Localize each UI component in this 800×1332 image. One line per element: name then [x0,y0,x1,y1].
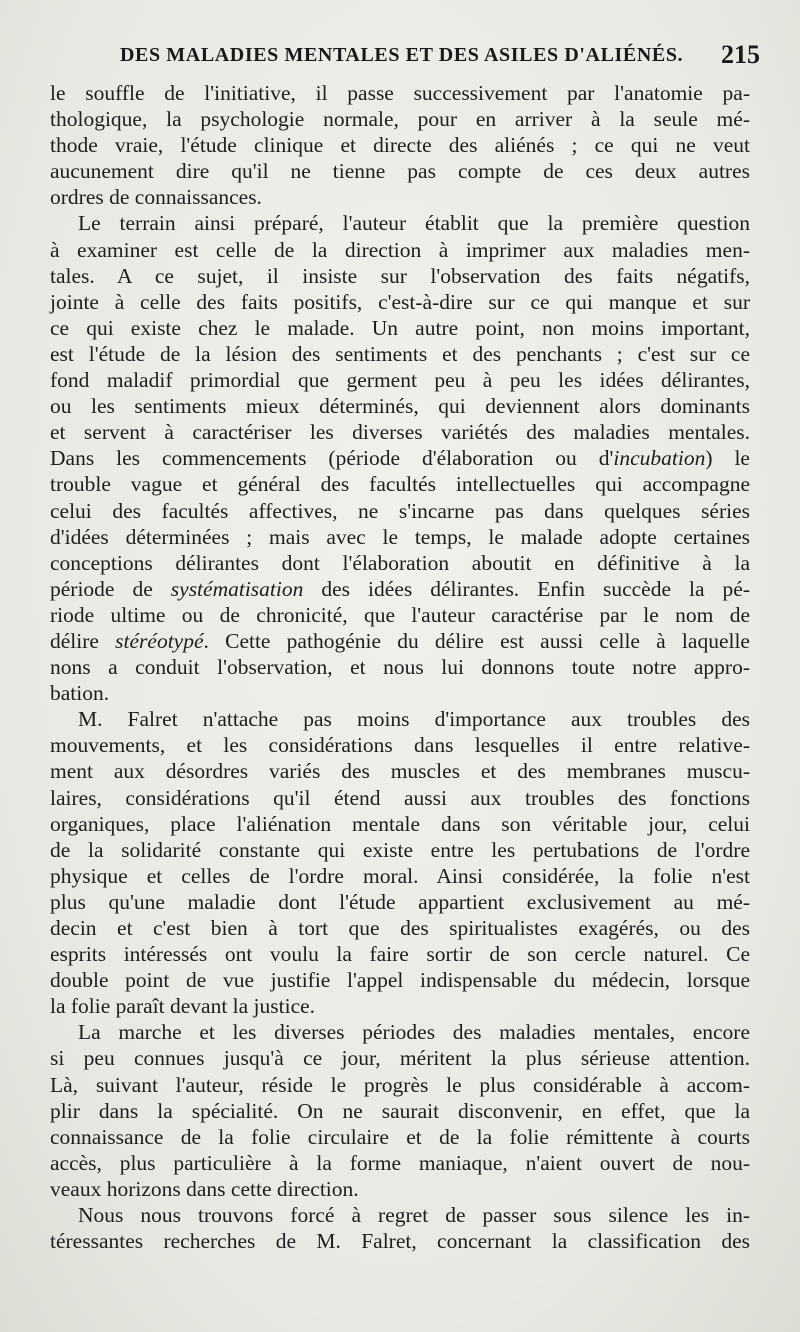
text-line [50,1045,750,1071]
text-line [50,80,750,106]
text-line [50,419,750,445]
text-segment: bation. [50,681,110,706]
text-segment: Le terrain ainsi préparé, l'auteur établit que la première question [78,211,750,236]
text-line [50,289,750,315]
text-segment: téressantes recherches de M. Falret, concernant la classification des [50,1229,750,1254]
text-segment: laires, considérations qu'il étend aussi aux troubles des fonctions [50,785,750,810]
text-segment: thologique, la psychologie normale, pour en arriver à la seule mé- [50,107,750,132]
text-segment: nons a conduit l'observation, et nous lui donnons toute notre appro- [50,655,750,680]
page-number: 215 [721,40,760,69]
text-line [50,263,750,289]
text-line [50,1228,750,1254]
text-segment: esprits intéressés ont voulu la faire sortir de son cercle naturel. Ce [50,942,750,967]
text-line [50,237,750,263]
text-segment: celui des facultés affectives, ne s'incarne pas dans quelques séries [50,498,750,523]
text-line [50,1176,750,1202]
text-line [50,341,750,367]
italic-term: incubation [613,446,706,471]
text-segment: de la solidarité constante qui existe entre les pertubations de l'ordre [50,837,750,862]
text-line [50,811,750,837]
text-line [50,498,750,524]
text-segment: plir dans la spécialité. On ne saurait disconvenir, en effet, que la [50,1098,750,1123]
text-segment: La marche et les diverses périodes des maladies mentales, encore [78,1020,750,1045]
text-segment: tales. A ce sujet, il insiste sur l'observation des faits négatifs, [50,263,750,288]
text-line [50,367,750,393]
text-segment: d'idées déterminées ; mais avec le temps, le malade adopte certaines [50,524,750,549]
text-segment: plus qu'une maladie dont l'étude appartient exclusivement au mé- [50,889,750,914]
text-line [50,758,750,784]
text-segment: physique et celles de l'ordre moral. Ainsi considérée, la folie n'est [50,863,750,888]
text-line [50,628,750,654]
italic-term: systématisation [170,576,304,601]
text-segment: riode ultime ou de chronicité, que l'auteur caractérise par le nom de [50,602,750,627]
text-line [50,445,750,471]
text-segment: organiques, place l'aliénation mentale dans son véritable jour, celui [50,811,750,836]
text-segment: jointe à celle des faits positifs, c'est-à-dire sur ce qui manque et sur [50,289,750,314]
text-segment: à examiner est celle de la direction à imprimer aux maladies men- [50,237,750,262]
text-segment: fond maladif primordial que germent peu à peu les idées délirantes, [50,368,750,393]
text-line [50,706,750,732]
text-segment: trouble vague et général des facultés intellectuelles qui accompagne [50,472,750,497]
text-line [50,1124,750,1150]
text-segment: double point de vue justifie l'appel indispensable du médecin, lorsque [50,968,750,993]
text-line [50,1150,750,1176]
text-line [50,576,750,602]
text-line [50,993,750,1019]
italic-term: stéréotypé [115,628,204,653]
text-line [50,785,750,811]
text-segment: accès, plus particulière à la forme maniaque, n'aient ouvert de nou- [50,1150,750,1175]
text-line [50,315,750,341]
text-segment: ce qui existe chez le malade. Un autre point, non moins important, [50,315,750,340]
text-line [50,132,750,158]
running-title: DES MALADIES MENTALES ET DES ASILES D'ALIÉNÉS. [120,44,684,66]
text-line [50,941,750,967]
text-line [50,915,750,941]
text-line [50,1072,750,1098]
text-line [50,158,750,184]
text-segment: des idées délirantes. Enfin succède la pé- [303,576,750,601]
text-line [50,1202,750,1228]
text-segment: Dans les commencements (période d'élaboration ou d' [50,446,614,471]
text-segment: est l'étude de la lésion des sentiments et des penchants ; c'est sur ce [50,341,750,366]
text-line [50,602,750,628]
text-segment: le souffle de l'initiative, il passe successivement par l'anatomie pa- [50,81,750,105]
page-header [120,40,760,74]
text-line [50,967,750,993]
text-line [50,654,750,680]
text-segment: decin et c'est bien à tort que des spiritualistes exagérés, ou des [50,916,750,940]
text-line [50,550,750,576]
text-segment: la folie paraît devant la justice. [50,994,316,1019]
text-segment: connaissance de la folie circulaire et de la folie rémittente à courts [50,1124,750,1149]
text-line [50,106,750,132]
text-segment: ) le [705,446,750,471]
text-line [50,732,750,758]
text-line [50,393,750,419]
text-segment: M. Falret n'attache pas moins d'importance aux troubles des [78,707,750,732]
text-line [50,184,750,210]
text-line [50,1019,750,1045]
text-line [50,680,750,706]
text-line [50,524,750,550]
text-segment: thode vraie, l'étude clinique et directe des aliénés ; ce qui ne veut [50,133,750,158]
text-segment: si peu connues jusqu'à ce jour, méritent la plus sérieuse attention. [50,1046,750,1071]
text-line [50,1098,750,1124]
text-segment: aucunement dire qu'il ne tienne pas compte de ces deux autres [50,159,750,184]
text-line [50,837,750,863]
text-line [50,471,750,497]
text-segment: veaux horizons dans cette direction. [50,1176,359,1201]
text-segment: mouvements, et les considérations dans lesquelles il entre relative- [50,733,750,758]
text-segment: période de [50,576,171,601]
text-line [50,210,750,236]
text-line [50,863,750,889]
text-segment: ou les sentiments mieux déterminés, qui deviennent alors dominants [50,394,750,419]
text-segment: . Cette pathogénie du délire est aussi celle à laquelle [203,628,750,653]
text-segment: conceptions délirantes dont l'élaboration aboutit en définitive à la [50,550,750,575]
text-segment: Nous nous trouvons forcé à regret de passer sous silence les in- [78,1203,750,1228]
body-text [50,80,750,1254]
text-segment: et servent à caractériser les diverses variétés des maladies mentales. [50,420,750,445]
text-segment: ment aux désordres variés des muscles et des membranes muscu- [50,759,750,784]
text-segment: délire [50,628,116,653]
text-segment: ordres de connaissances. [50,185,262,210]
text-segment: Là, suivant l'auteur, réside le progrès le plus considérable à accom- [50,1072,750,1097]
text-line [50,889,750,915]
